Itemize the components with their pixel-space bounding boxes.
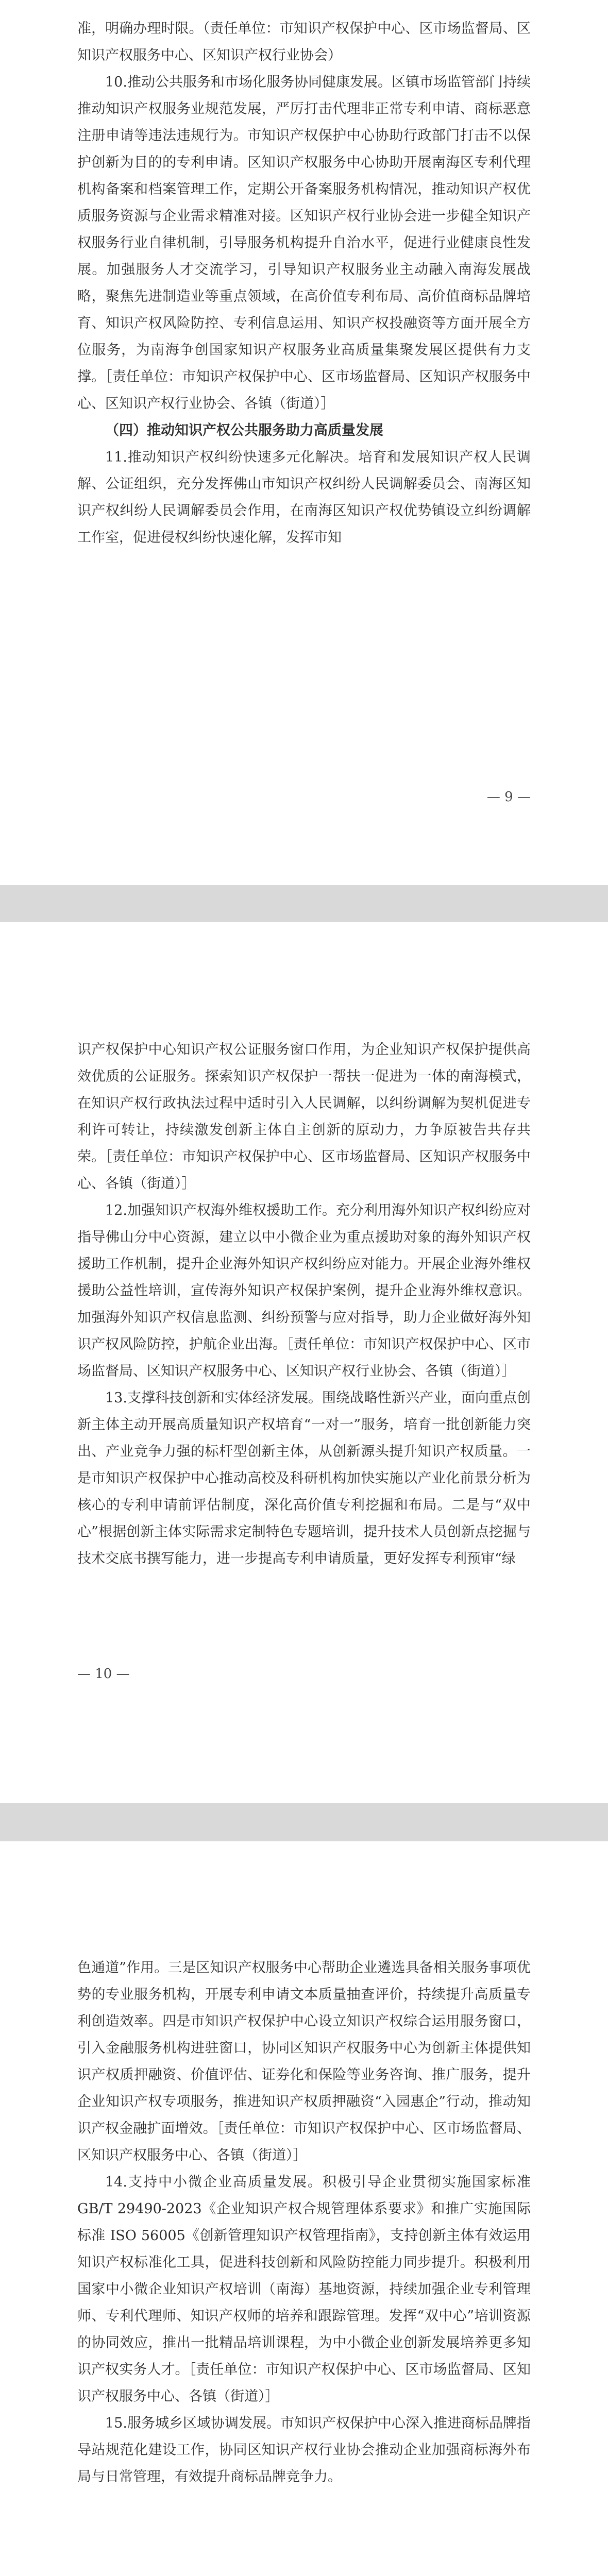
document-page-11 [0,1841,608,2576]
paragraph-item-13: 13.支撑科技创新和实体经济发展。围绕战略性新兴产业，面向重点创新主体主动开展高质量知识产权培育“一对一”服务，培育一批创新能力突出、产业竞争力强的标杆型创新主体，从创新源头提升知识产权质量。一是市知识产权保护中心推动高校及科研机构加快实施以产业化前景分析为核心的专利申请前评估制度，深化高价值专利挖掘和布局。二是与“双中心”根据创新主体实际需求定制特色专题培训，提升技术人员创新点挖掘与技术交底书撰写能力，进一步提高专利申请质量，更好发挥专利预审“绿 [77,1390,531,1567]
paragraph-item-14: 14.支持中小微企业高质量发展。积极引导企业贯彻实施国家标准 GB/T 29490-2023《企业知识产权合规管理体系要求》和推广实施国际标准 ISO 56005《创新管理知识产权管理指南》，支持创新主体有效运用知识产权标准化工具，促进科技创新和风险防控能力同步提升。积极利用国家中小微企业知识产权培训（南海）基地资源，持续加强企业专利管理师、专利代理师、知识产权师的培养和跟踪管理。发挥“双中心”培训资源的协同效应，推出一批精品培训课程，为中小微企业创新发展培养更多知识产权实务人才。［责任单位：市知识产权保护中心、区市场监督局、区知识产权服务中心、各镇（街道）］ [77,2174,531,2404]
page-body [77,15,531,551]
page-number: — 9 — [486,789,531,805]
document-page-10 [0,922,608,1803]
paragraph-continuation: 色通道”作用。三是区知识产权服务中心帮助企业遴选具备相关服务事项优势的专业服务机构，开展专利申请文本质量抽查评价，持续提升高质量专利创造效率。四是市知识产权保护中心设立知识产权综合运用服务窗口，引入金融服务机构进驻窗口，协同区知识产权服务中心为创新主体提供知识产权质押融资、价值评估、证券化和保险等业务咨询、推广服务，提升企业知识产权专项服务，推进知识产权质押融资“入园惠企”行动，推动知识产权金融扩面增效。［责任单位：市知识产权保护中心、区市场监督局、区知识产权服务中心、各镇（街道）］ [77,1960,531,2163]
section-heading-4: （四）推动知识产权公共服务助力高质量发展 [105,422,383,438]
paragraph-continuation: 识产权保护中心知识产权公证服务窗口作用，为企业知识产权保护提供高效优质的公证服务。探索知识产权保护一帮扶一促进为一体的南海模式，在知识产权行政执法过程中适时引入人民调解，以纠纷调解为契机促进专利许可转让，持续激发创新主体自主创新的原动力，力争原被告共存共荣。［责任单位：市知识产权保护中心、区市场监督局、区知识产权服务中心、各镇（街道）］ [77,1042,531,1192]
paragraph-item-10: 10.推动公共服务和市场化服务协同健康发展。区镇市场监管部门持续推动知识产权服务业规范发展，严厉打击代理非正常专利申请、商标恶意注册申请等违法违规行为。市知识产权保护中心协助行政部门打击不以保护创新为目的的专利申请。区知识产权服务中心协助开展南海区专利代理机构备案和档案管理工作，定期公开备案服务机构情况，推动知识产权优质服务资源与企业需求精准对接。区知识产权行业协会进一步健全知识产权服务行业自律机制，引导服务机构提升自治水平，促进行业健康良性发展。加强服务人才交流学习，引导知识产权服务业主动融入南海发展战略，聚焦先进制造业等重点领域，在高价值专利布局、高价值商标品牌培育、知识产权风险防控、专利信息运用、知识产权投融资等方面开展全方位服务，为南海争创国家知识产权服务业高质量集聚发展区提供有力支撑。［责任单位：市知识产权保护中心、区市场监督局、区知识产权服务中心、区知识产权行业协会、各镇（街道）］ [77,74,531,412]
paragraph-item-15: 15.服务城乡区域协调发展。市知识产权保护中心深入推进商标品牌指导站规范化建设工作，协同区知识产权行业协会推动企业加强商标海外布局与日常管理，有效提升商标品牌竞争力。 [77,2415,531,2485]
paragraph-item-12: 12.加强知识产权海外维权援助工作。充分利用海外知识产权纠纷应对指导佛山分中心资源，建立以中小微企业为重点援助对象的海外知识产权援助工作机制，提升企业海外知识产权纠纷应对能力。开展企业海外维权援助公益性培训，宣传海外知识产权保护案例，提升企业海外维权意识。加强海外知识产权信息监测、纠纷预警与应对指导，助力企业做好海外知识产权风险防控，护航企业出海。［责任单位：市知识产权保护中心、区市场监督局、区知识产权服务中心、区知识产权行业协会、各镇（街道）］ [77,1202,531,1379]
page-body [77,1955,531,2490]
paragraph-continuation: 准，明确办理时限。（责任单位：市知识产权保护中心、区市场监督局、区知识产权服务中心、区知识产权行业协会） [77,21,531,63]
page-body [77,1037,531,1572]
document-page-9 [0,0,608,885]
page-number: — 10 — [77,1666,130,1682]
paragraph-item-11: 11.推动知识产权纠纷快速多元化解决。培育和发展知识产权人民调解、公证组织，充分发挥佛山市知识产权纠纷人民调解委员会、南海区知识产权纠纷人民调解委员会作用，在南海区知识产权优势镇设立纠纷调解工作室，促进侵权纠纷快速化解，发挥市知 [77,449,531,546]
